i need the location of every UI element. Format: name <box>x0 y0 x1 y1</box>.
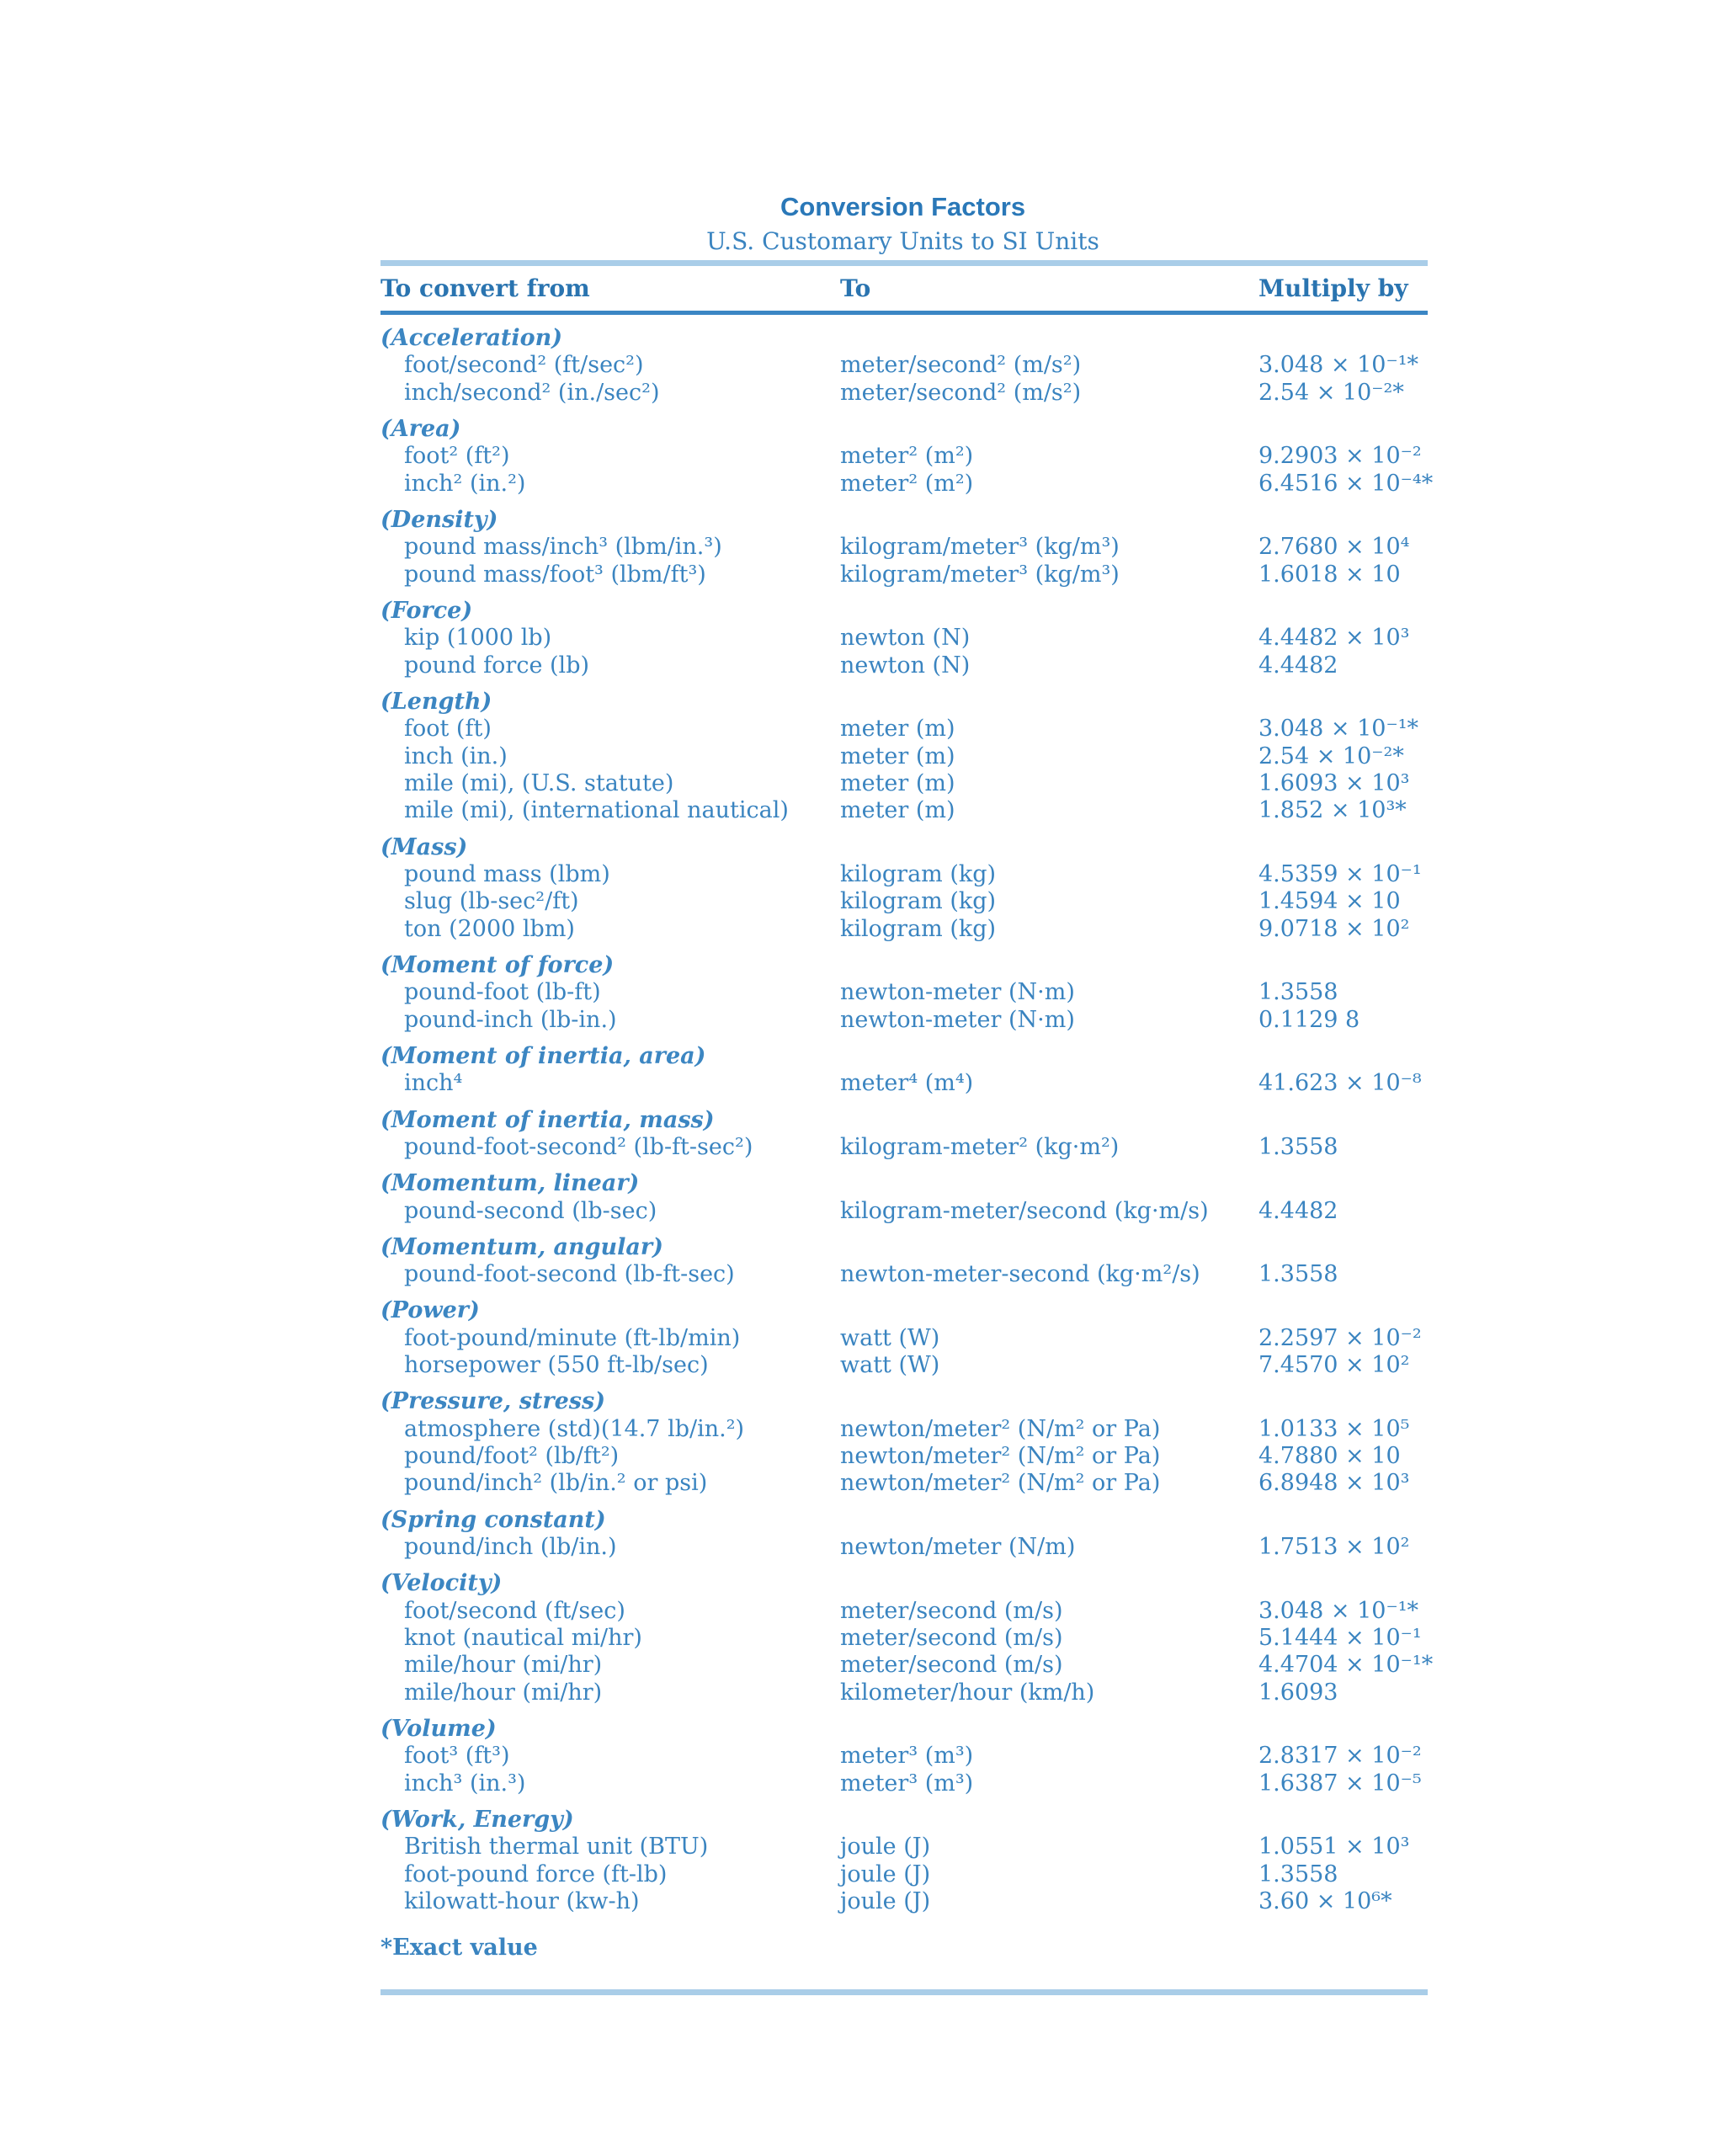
from-unit: foot/second (ft/sec) <box>404 1597 625 1624</box>
group-spacer <box>0 1379 1724 1388</box>
group-spacer <box>0 498 1724 507</box>
category-group <box>0 1570 1724 1716</box>
multiply-factor: 4.4704 × 10⁻¹* <box>1258 1652 1434 1679</box>
to-unit: newton-meter (N·m) <box>840 979 1075 1006</box>
footnote: *Exact value <box>380 1935 538 1961</box>
category-group <box>0 1043 1724 1107</box>
from-unit: inch (in.) <box>404 743 508 769</box>
category-group <box>0 689 1724 834</box>
to-unit: meter/second (m/s) <box>840 1652 1063 1679</box>
category-label: (Momentum, angular) <box>380 1233 663 1260</box>
table-row <box>0 380 1724 407</box>
table-row <box>0 1352 1724 1379</box>
to-unit: meter (m) <box>840 797 955 824</box>
multiply-factor: 1.852 × 10³* <box>1258 797 1407 824</box>
from-unit: ton (2000 lbm) <box>404 915 575 942</box>
group-spacer <box>0 1098 1724 1107</box>
page-title: Conversion Factors <box>780 192 1026 221</box>
from-unit: pound-inch (lb-in.) <box>404 1006 617 1033</box>
category-row <box>0 416 1724 443</box>
to-unit: meter (m) <box>840 770 955 797</box>
table-row <box>0 888 1724 915</box>
to-unit: meter (m) <box>840 716 955 743</box>
header-multiply: Multiply by <box>1258 274 1408 302</box>
category-label: (Volume) <box>380 1715 497 1742</box>
multiply-factor: 3.048 × 10⁻¹* <box>1258 1597 1419 1624</box>
group-spacer <box>0 1797 1724 1807</box>
table-row <box>0 916 1724 943</box>
from-unit: pound mass/foot³ (lbm/ft³) <box>404 561 706 588</box>
multiply-factor: 5.1444 × 10⁻¹ <box>1258 1624 1422 1651</box>
group-spacer <box>0 1706 1724 1716</box>
table-row <box>0 716 1724 743</box>
conversion-rows <box>0 325 1724 1924</box>
to-unit: meter/second (m/s) <box>840 1597 1063 1624</box>
to-unit: joule (J) <box>840 1861 931 1887</box>
multiply-factor: 7.4570 × 10² <box>1258 1352 1410 1379</box>
to-unit: watt (W) <box>840 1352 940 1379</box>
table-row <box>0 743 1724 770</box>
to-unit: kilogram-meter² (kg·m²) <box>840 1133 1120 1160</box>
category-label: (Spring constant) <box>380 1506 606 1533</box>
multiply-factor: 2.8317 × 10⁻² <box>1258 1743 1422 1770</box>
table-row <box>0 1007 1724 1034</box>
category-row <box>0 1297 1724 1324</box>
multiply-factor: 9.0718 × 10² <box>1258 915 1410 942</box>
category-row <box>0 1388 1724 1415</box>
category-row <box>0 834 1724 861</box>
table-row <box>0 979 1724 1006</box>
category-row <box>0 1507 1724 1534</box>
multiply-factor: 4.4482 <box>1258 652 1338 679</box>
to-unit: kilogram/meter³ (kg/m³) <box>840 561 1120 588</box>
group-spacer <box>0 1288 1724 1297</box>
from-unit: mile/hour (mi/hr) <box>404 1652 603 1679</box>
from-unit: inch⁴ <box>404 1070 463 1097</box>
from-unit: foot² (ft²) <box>404 443 510 470</box>
from-unit: kip (1000 lb) <box>404 625 552 652</box>
table-row <box>0 1134 1724 1161</box>
category-label: (Length) <box>380 688 492 715</box>
multiply-factor: 3.048 × 10⁻¹* <box>1258 716 1419 743</box>
multiply-factor: 6.8948 × 10³ <box>1258 1470 1410 1497</box>
category-group <box>0 325 1724 416</box>
multiply-factor: 0.1129 8 <box>1258 1006 1360 1033</box>
category-label: (Mass) <box>380 833 468 860</box>
from-unit: kilowatt-hour (kw-h) <box>404 1888 640 1915</box>
category-group <box>0 507 1724 598</box>
multiply-factor: 1.6093 × 10³ <box>1258 770 1410 797</box>
category-group <box>0 1170 1724 1234</box>
multiply-factor: 4.4482 × 10³ <box>1258 625 1410 652</box>
to-unit: newton/meter² (N/m² or Pa) <box>840 1415 1161 1442</box>
table-row <box>0 1598 1724 1625</box>
multiply-factor: 3.60 × 10⁶* <box>1258 1888 1392 1915</box>
to-unit: meter⁴ (m⁴) <box>840 1070 974 1097</box>
to-unit: meter/second (m/s) <box>840 1624 1063 1651</box>
multiply-factor: 1.3558 <box>1258 1861 1338 1887</box>
category-row <box>0 325 1724 352</box>
from-unit: pound mass/inch³ (lbm/in.³) <box>404 534 722 561</box>
category-label: (Area) <box>380 415 461 442</box>
to-unit: newton/meter (N/m) <box>840 1533 1076 1560</box>
from-unit: slug (lb-sec²/ft) <box>404 888 579 915</box>
category-group <box>0 1807 1724 1924</box>
table-row <box>0 1443 1724 1470</box>
table-row <box>0 1470 1724 1497</box>
from-unit: foot-pound/minute (ft-lb/min) <box>404 1324 741 1351</box>
category-group <box>0 834 1724 952</box>
from-unit: mile/hour (mi/hr) <box>404 1679 603 1706</box>
category-label: (Moment of inertia, area) <box>380 1042 706 1069</box>
table-row <box>0 797 1724 824</box>
category-label: (Force) <box>380 597 473 624</box>
from-unit: inch³ (in.³) <box>404 1770 526 1797</box>
category-group <box>0 1716 1724 1807</box>
to-unit: kilogram (kg) <box>840 888 997 915</box>
group-spacer <box>0 679 1724 689</box>
table-row <box>0 562 1724 588</box>
table-row <box>0 443 1724 470</box>
category-label: (Momentum, linear) <box>380 1170 640 1197</box>
table-row <box>0 1680 1724 1706</box>
group-spacer <box>0 1561 1724 1570</box>
category-label: (Power) <box>380 1297 480 1324</box>
multiply-factor: 2.54 × 10⁻²* <box>1258 743 1404 769</box>
to-unit: newton-meter-second (kg·m²/s) <box>840 1261 1200 1288</box>
group-spacer <box>0 1498 1724 1507</box>
table-row <box>0 1625 1724 1652</box>
to-unit: meter/second² (m/s²) <box>840 352 1082 379</box>
table-row <box>0 534 1724 561</box>
category-group <box>0 1297 1724 1388</box>
group-spacer <box>0 1225 1724 1234</box>
group-spacer <box>0 943 1724 952</box>
category-group <box>0 1234 1724 1298</box>
top-rule <box>380 260 1428 266</box>
multiply-factor: 2.2597 × 10⁻² <box>1258 1324 1422 1351</box>
multiply-factor: 1.6093 <box>1258 1679 1338 1706</box>
category-label: (Acceleration) <box>380 325 563 351</box>
from-unit: foot-pound force (ft-lb) <box>404 1861 668 1887</box>
to-unit: meter/second² (m/s²) <box>840 379 1082 406</box>
to-unit: kilogram (kg) <box>840 861 997 888</box>
category-group <box>0 1388 1724 1506</box>
from-unit: pound/inch² (lb/in.² or psi) <box>404 1470 708 1497</box>
multiply-factor: 9.2903 × 10⁻² <box>1258 443 1422 470</box>
table-row <box>0 1198 1724 1225</box>
from-unit: inch² (in.²) <box>404 470 526 497</box>
multiply-factor: 1.0133 × 10⁵ <box>1258 1415 1410 1442</box>
table-row <box>0 1416 1724 1443</box>
category-row <box>0 1170 1724 1197</box>
from-unit: horsepower (550 ft-lb/sec) <box>404 1352 709 1379</box>
category-group <box>0 598 1724 689</box>
multiply-factor: 1.6387 × 10⁻⁵ <box>1258 1770 1422 1797</box>
group-spacer <box>0 825 1724 834</box>
table-row <box>0 352 1724 379</box>
from-unit: pound-foot (lb-ft) <box>404 979 601 1006</box>
page-subtitle: U.S. Customary Units to SI Units <box>706 227 1099 255</box>
category-group <box>0 416 1724 507</box>
group-spacer <box>0 407 1724 416</box>
bottom-rule <box>380 1989 1428 1995</box>
from-unit: knot (nautical mi/hr) <box>404 1624 642 1651</box>
table-row <box>0 1325 1724 1352</box>
category-label: (Density) <box>380 506 498 533</box>
table-row <box>0 1834 1724 1861</box>
category-row <box>0 1043 1724 1070</box>
to-unit: joule (J) <box>840 1834 931 1861</box>
to-unit: meter² (m²) <box>840 443 974 470</box>
from-unit: mile (mi), (U.S. statute) <box>404 770 674 797</box>
from-unit: pound/foot² (lb/ft²) <box>404 1443 620 1470</box>
from-unit: foot/second² (ft/sec²) <box>404 352 644 379</box>
to-unit: meter³ (m³) <box>840 1770 974 1797</box>
from-unit: pound force (lb) <box>404 652 590 679</box>
category-group <box>0 1507 1724 1571</box>
from-unit: foot³ (ft³) <box>404 1743 510 1770</box>
multiply-factor: 1.0551 × 10³ <box>1258 1834 1410 1861</box>
to-unit: newton/meter² (N/m² or Pa) <box>840 1470 1161 1497</box>
multiply-factor: 6.4516 × 10⁻⁴* <box>1258 470 1434 497</box>
multiply-factor: 1.3558 <box>1258 1261 1338 1288</box>
from-unit: pound-foot-second (lb-ft-sec) <box>404 1261 735 1288</box>
to-unit: newton-meter (N·m) <box>840 1006 1075 1033</box>
from-unit: British thermal unit (BTU) <box>404 1834 709 1861</box>
to-unit: newton/meter² (N/m² or Pa) <box>840 1443 1161 1470</box>
category-group <box>0 952 1724 1043</box>
group-spacer <box>0 1915 1724 1924</box>
to-unit: newton (N) <box>840 625 971 652</box>
from-unit: atmosphere (std)(14.7 lb/in.²) <box>404 1415 745 1442</box>
multiply-factor: 1.3558 <box>1258 1133 1338 1160</box>
table-row <box>0 625 1724 652</box>
category-label: (Velocity) <box>380 1570 503 1597</box>
multiply-factor: 4.5359 × 10⁻¹ <box>1258 861 1422 888</box>
group-spacer <box>0 1161 1724 1170</box>
header-rule <box>380 311 1428 315</box>
category-label: (Moment of force) <box>380 951 615 978</box>
multiply-factor: 2.54 × 10⁻²* <box>1258 379 1404 406</box>
multiply-factor: 4.4482 <box>1258 1197 1338 1224</box>
to-unit: kilogram/meter³ (kg/m³) <box>840 534 1120 561</box>
category-group <box>0 1107 1724 1171</box>
to-unit: meter (m) <box>840 743 955 769</box>
multiply-factor: 1.4594 × 10 <box>1258 888 1401 915</box>
group-spacer <box>0 588 1724 598</box>
from-unit: foot (ft) <box>404 716 492 743</box>
table-row <box>0 770 1724 797</box>
to-unit: meter³ (m³) <box>840 1743 974 1770</box>
category-label: (Pressure, stress) <box>380 1388 605 1415</box>
category-row <box>0 1107 1724 1134</box>
table-row <box>0 1261 1724 1288</box>
to-unit: kilometer/hour (km/h) <box>840 1679 1095 1706</box>
to-unit: meter² (m²) <box>840 470 974 497</box>
category-row <box>0 952 1724 979</box>
table-row <box>0 1070 1724 1097</box>
table-row <box>0 1652 1724 1679</box>
to-unit: watt (W) <box>840 1324 940 1351</box>
from-unit: pound-second (lb-sec) <box>404 1197 657 1224</box>
to-unit: joule (J) <box>840 1888 931 1915</box>
table-row <box>0 1770 1724 1797</box>
category-row <box>0 598 1724 625</box>
multiply-factor: 41.623 × 10⁻⁸ <box>1258 1070 1422 1097</box>
category-row <box>0 1234 1724 1261</box>
table-row <box>0 1534 1724 1561</box>
from-unit: pound-foot-second² (lb-ft-sec²) <box>404 1133 753 1160</box>
to-unit: kilogram (kg) <box>840 915 997 942</box>
from-unit: pound mass (lbm) <box>404 861 610 888</box>
table-row <box>0 1861 1724 1888</box>
multiply-factor: 4.7880 × 10 <box>1258 1443 1401 1470</box>
group-spacer <box>0 1034 1724 1043</box>
from-unit: pound/inch (lb/in.) <box>404 1533 617 1560</box>
category-label: (Moment of inertia, mass) <box>380 1106 715 1133</box>
category-row <box>0 507 1724 534</box>
table-row <box>0 861 1724 888</box>
category-row <box>0 1716 1724 1743</box>
multiply-factor: 2.7680 × 10⁴ <box>1258 534 1410 561</box>
header-from: To convert from <box>380 274 590 302</box>
to-unit: newton (N) <box>840 652 971 679</box>
to-unit: kilogram-meter/second (kg·m/s) <box>840 1197 1209 1224</box>
category-row <box>0 1807 1724 1834</box>
category-label: (Work, Energy) <box>380 1806 574 1833</box>
multiply-factor: 3.048 × 10⁻¹* <box>1258 352 1419 379</box>
multiply-factor: 1.3558 <box>1258 979 1338 1006</box>
multiply-factor: 1.7513 × 10² <box>1258 1533 1410 1560</box>
from-unit: mile (mi), (international nautical) <box>404 797 789 824</box>
table-row <box>0 1743 1724 1770</box>
table-row <box>0 652 1724 679</box>
table-row <box>0 471 1724 498</box>
table-row <box>0 1888 1724 1915</box>
category-row <box>0 689 1724 716</box>
category-row <box>0 1570 1724 1597</box>
header-to: To <box>840 274 871 302</box>
from-unit: inch/second² (in./sec²) <box>404 379 660 406</box>
multiply-factor: 1.6018 × 10 <box>1258 561 1401 588</box>
